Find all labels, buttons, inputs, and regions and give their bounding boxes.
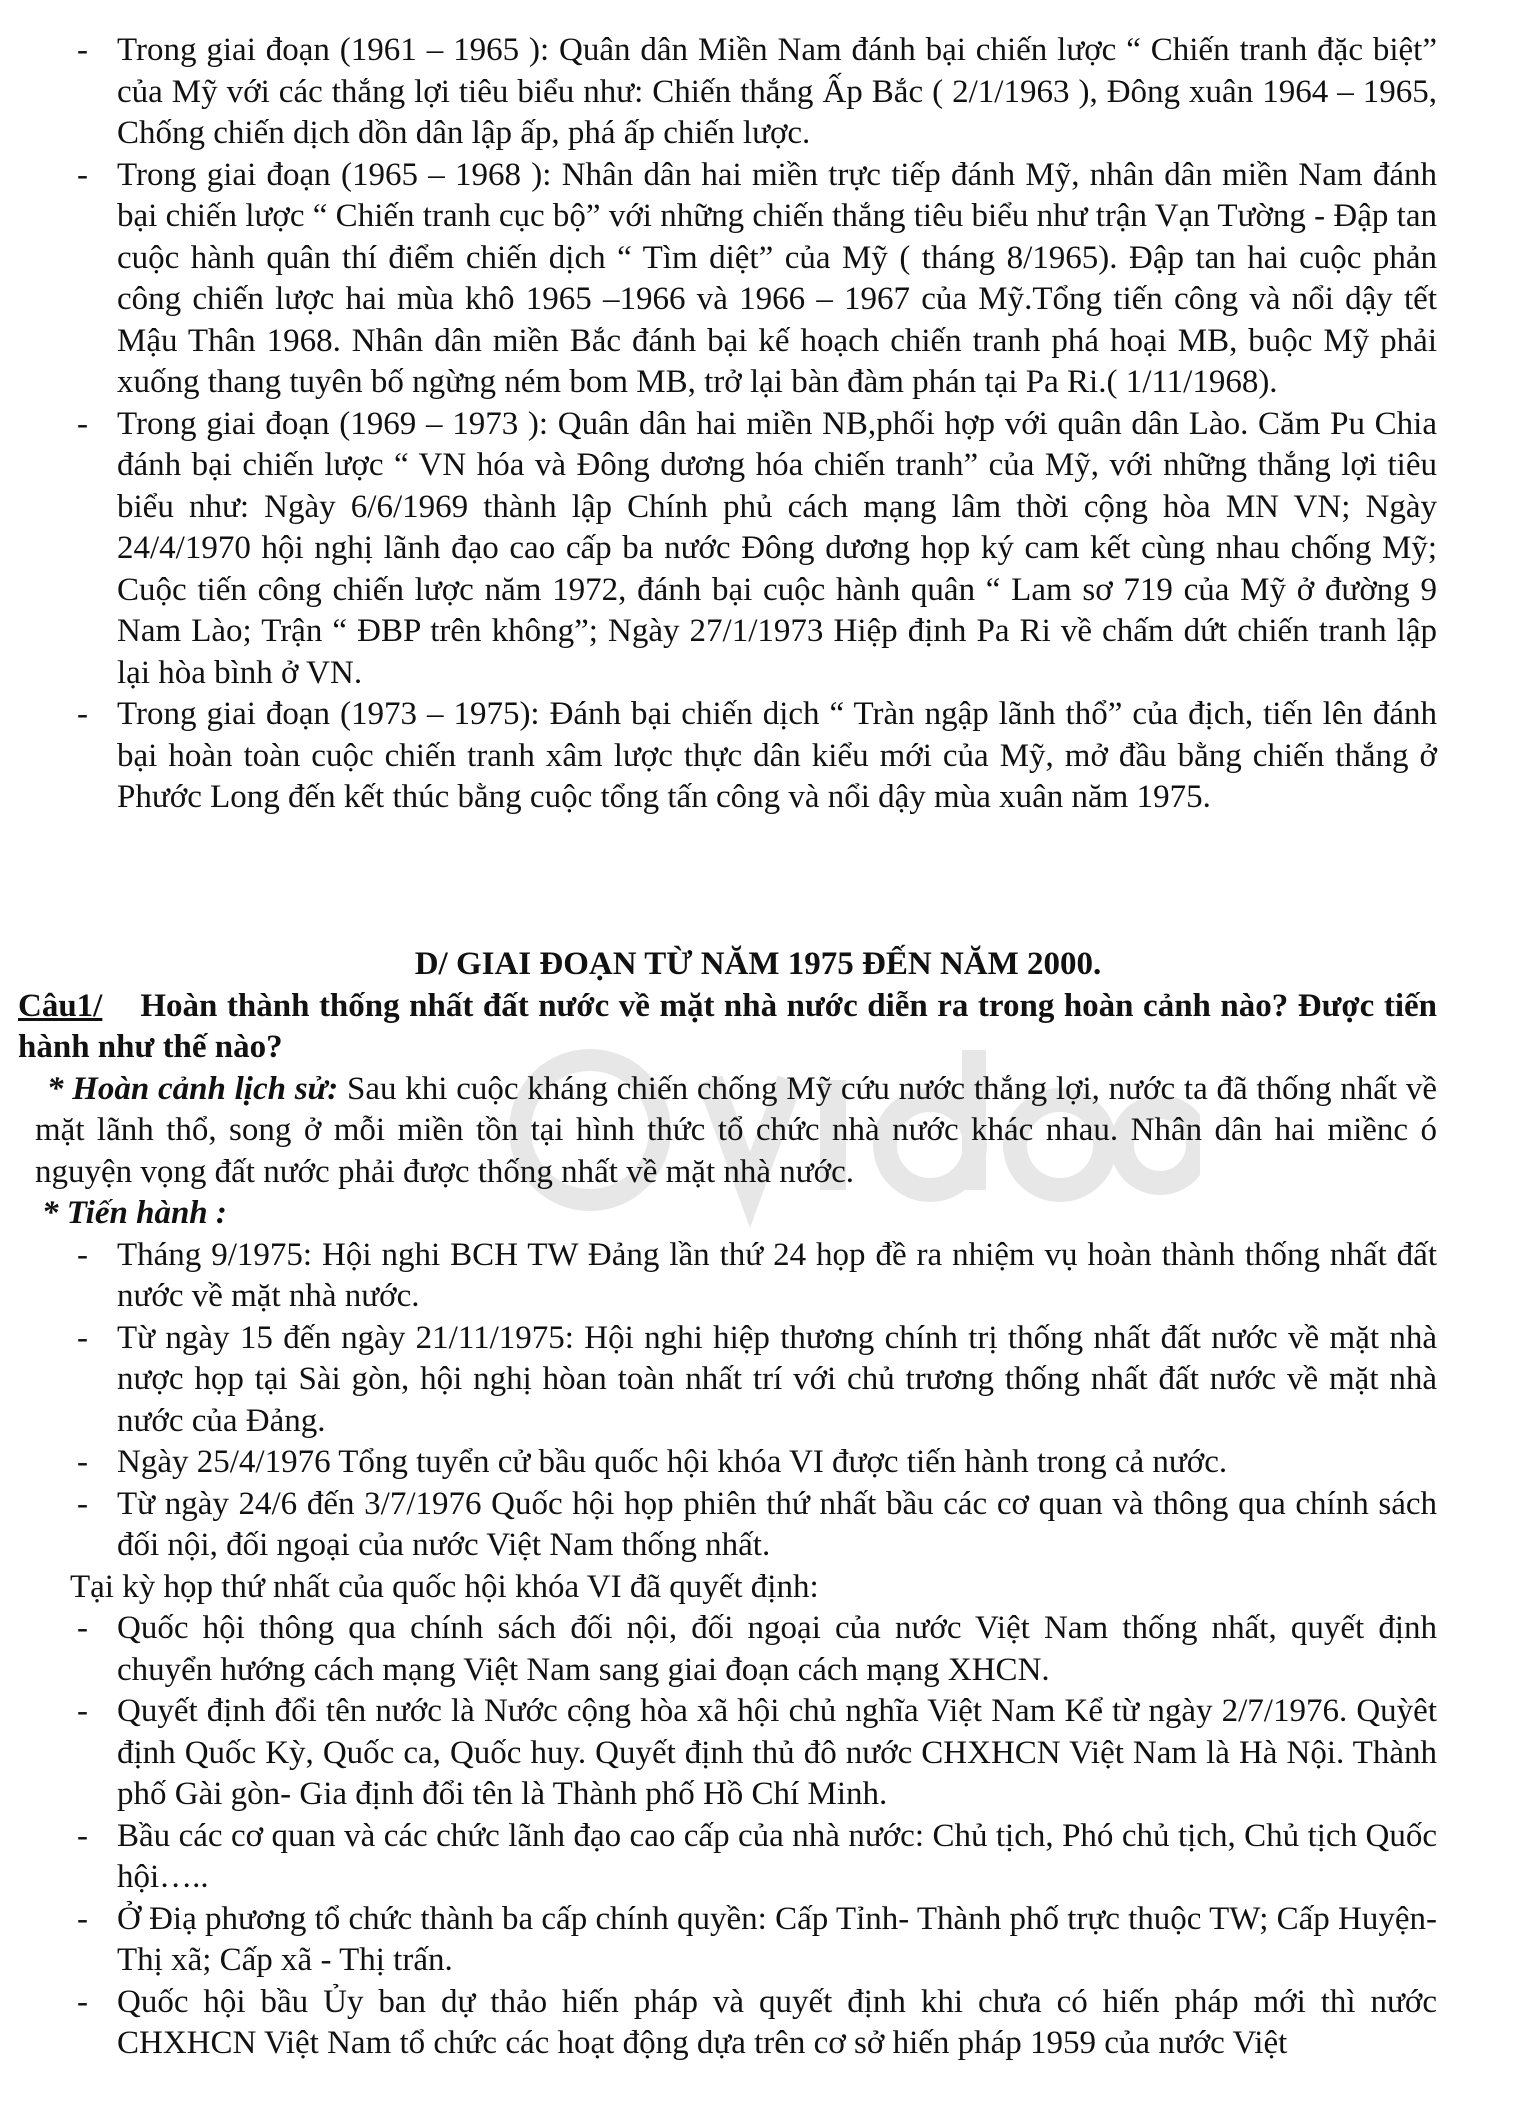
list-item: - Tháng 9/1975: Hội nghi BCH TW Đảng lần thứ 24 họp đề ra nhiệm vụ hoàn thành thống nhất đất nước về mặt nhà nước.: [0, 1235, 1516, 1318]
context-lead: * Hoàn cảnh lịch sử:: [47, 1070, 339, 1107]
context-text: Sau khi cuộc kháng chiến chống Mỹ cứu nước thắng lợi, nước ta đã thống nhất về mặt lãnh thổ, song ở mỗi miền tồn tại hình thức tổ chức nhà nước khác nhau. Nhân dân hai miềnc ó nguyện vọng đất nước phải được thống nhất về mặt nhà nước.: [35, 1070, 1437, 1190]
session-intro: Tại kỳ họp thứ nhất của quốc hội khóa VI đã quyết định:: [70, 1568, 819, 1605]
list-item: - Trong giai đoạn (1961 – 1965 ): Quân dân Miền Nam đánh bại chiến lược “ Chiến tranh đặc biệt” của Mỹ với các thắng lợi tiêu biểu như: Chiến thắng Ấp Bắc ( 2/1/1963 ), Đông xuân 1964 – 1965, Chống chiến dịch dồn dân lập ấp, phá ấp chiến lược.: [0, 30, 1516, 155]
list-item: - Quyết định đổi tên nước là Nước cộng hòa xã hội chủ nghĩa Việt Nam Kể từ ngày 2/7/1976. Quỳêt định Quốc Kỳ, Quốc ca, Quốc huy. Quyết định thủ đô nước CHXHCN Việt Nam là Hà Nội. Thành phố Gài gòn- Gia định đổi tên là Thành phố Hồ Chí Minh.: [0, 1691, 1516, 1816]
section-heading: D/ GIAI ĐOẠN TỪ NĂM 1975 ĐẾN NĂM 2000.: [414, 946, 1102, 982]
list-item: - Ở Điạ phương tổ chức thành ba cấp chính quyền: Cấp Tỉnh- Thành phố trực thuộc TW; Cấp Huyện- Thị xã; Cấp xã - Thị trấn.: [0, 1899, 1516, 1982]
proceed-list: [0, 1235, 1516, 1567]
stages-section: [0, 30, 1516, 819]
decisions-list: [0, 1608, 1516, 2065]
list-item: - Ngày 25/4/1976 Tổng tuyển cử bầu quốc hội khóa VI được tiến hành trong cả nước.: [0, 1442, 1516, 1484]
context-paragraph: [0, 1069, 1516, 1194]
section-d: [0, 944, 1516, 2065]
proceed-heading: * Tiến hành :: [42, 1195, 227, 1231]
stages-list: [0, 30, 1516, 819]
list-item: - Trong giai đoạn (1965 – 1968 ): Nhân dân hai miền trực tiếp đánh Mỹ, nhân dân miền Nam đánh bại chiến lược “ Chiến tranh cục bộ” với những chiến thắng tiêu biểu như trận Vạn Tường - Đập tan cuộc hành quân thí điểm chiến dịch “ Tìm diệt” của Mỹ ( tháng 8/1965). Đập tan hai cuộc phản công chiến lược hai mùa khô 1965 –1966 và 1966 – 1967 của Mỹ.Tổng tiến công và nổi dậy tết Mậu Thân 1968. Nhân dân miền Bắc đánh bại kế hoạch chiến tranh phá hoại MB, buộc Mỹ phải xuống thang tuyên bố ngừng ném bom MB, trở lại bàn đàm phán tại Pa Ri.( 1/11/1968).: [0, 155, 1516, 404]
list-item: - Quốc hội bầu Ủy ban dự thảo hiến pháp và quyết định khi chưa có hiến pháp mới thì nước CHXHCN Việt Nam tổ chức các hoạt động dựa trên cơ sở hiến pháp 1959 của nước Việt: [0, 1982, 1516, 2065]
list-item: - Quốc hội thông qua chính sách đối nội, đối ngoại của nước Việt Nam thống nhất, quyết định chuyển hướng cách mạng Việt Nam sang giai đoạn cách mạng XHCN.: [0, 1608, 1516, 1691]
list-item: - Trong giai đoạn (1973 – 1975): Đánh bại chiến dịch “ Tràn ngập lãnh thổ” của địch, tiến lên đánh bại hoàn toàn cuộc chiến tranh xâm lược thực dân kiểu mới của Mỹ, mở đầu bằng chiến thắng ở Phước Long đến kết thúc bằng cuộc tổng tấn công và nổi dậy mùa xuân năm 1975.: [0, 694, 1516, 819]
question-1: [0, 986, 1516, 1069]
question-text: Hoàn thành thống nhất đất nước về mặt nhà nước diễn ra trong hoàn cảnh nào? Được tiến hành như thế nào?: [18, 987, 1437, 1065]
question-label: Câu1/: [18, 987, 103, 1024]
list-item: - Bầu các cơ quan và các chức lãnh đạo cao cấp của nhà nước: Chủ tịch, Phó chủ tịch, Chủ tịch Quốc hội…..: [0, 1816, 1516, 1899]
list-item: - Trong giai đoạn (1969 – 1973 ): Quân dân hai miền NB,phối hợp với quân dân Lào. Căm Pu Chia đánh bại chiến lược “ VN hóa và Đông dương hóa chiến tranh” của Mỹ, với những thắng lợi tiêu biểu như: Ngày 6/6/1969 thành lập Chính phủ cách mạng lâm thời cộng hòa MN VN; Ngày 24/4/1970 hội nghị lãnh đạo cao cấp ba nước Đông dương họp ký cam kết cùng nhau chống Mỹ; Cuộc tiến công chiến lược năm 1972, đánh bại cuộc hành quân “ Lam sơ 719 của Mỹ ở đường 9 Nam Lào; Trận “ ĐBP trên không”; Ngày 27/1/1973 Hiệp định Pa Ri về chấm dứt chiến tranh lập lại hòa bình ở VN.: [0, 404, 1516, 695]
list-item: - Từ ngày 24/6 đến 3/7/1976 Quốc hội họp phiên thứ nhất bầu các cơ quan và thông qua chính sách đối nội, đối ngoại của nước Việt Nam thống nhất.: [0, 1484, 1516, 1567]
list-item: - Từ ngày 15 đến ngày 21/11/1975: Hội nghi hiệp thương chính trị thống nhất đất nước về mặt nhà nược họp tại Sài gòn, hội nghị hòan toàn nhất trí với chủ trương thống nhất đất nước về mặt nhà nước của Đảng.: [0, 1318, 1516, 1443]
